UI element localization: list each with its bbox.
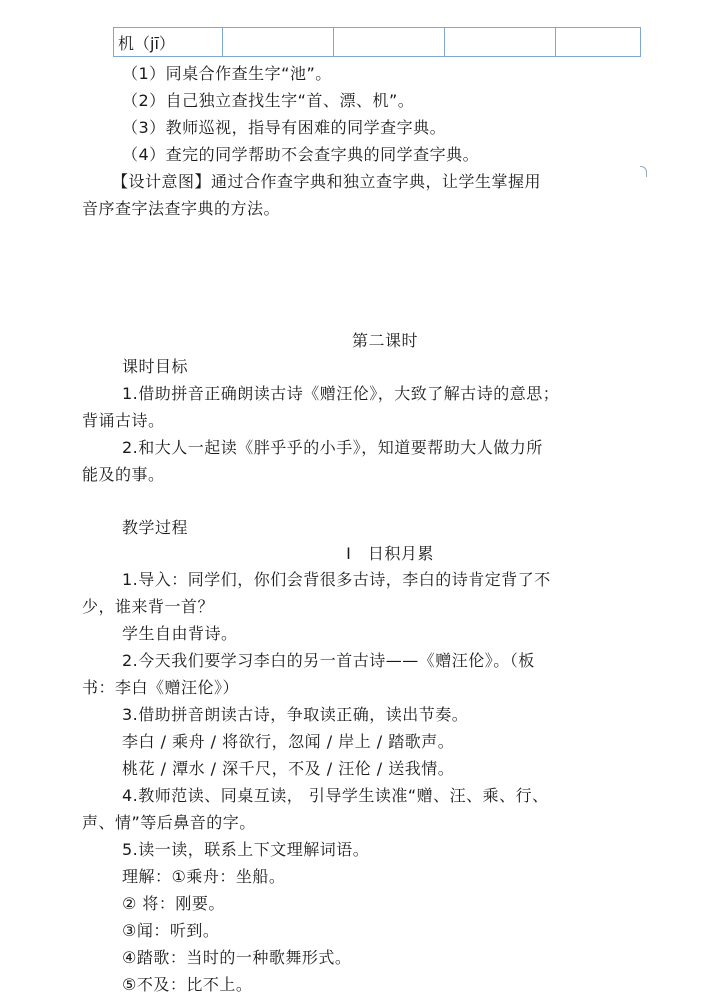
vocab-line: ⑤不及：比不上。 bbox=[122, 975, 253, 994]
vocab-line: ④踏歌：当时的一种歌舞形式。 bbox=[122, 948, 352, 967]
objectives-heading: 课时目标 bbox=[122, 357, 189, 376]
process-line: 少，谁来背一首？ bbox=[82, 597, 215, 616]
paragraph-mark-icon bbox=[640, 166, 647, 177]
vocab-line: 理解：①乘舟：坐船。 bbox=[122, 867, 286, 886]
process-heading: 教学过程 bbox=[122, 518, 189, 537]
step-item: （2）自己独立查找生字“首、漂、机”。 bbox=[122, 91, 415, 110]
process-line: 书：李白《赠汪伦》） bbox=[82, 678, 240, 697]
objective-line: 2.和大人一起读《胖乎乎的小手》，知道要帮助大人做力所 bbox=[122, 438, 543, 457]
design-intent-line: 【设计意图】通过合作查字典和独立查字典，让学生掌握用 bbox=[112, 172, 542, 191]
section-title: Ⅰ 日积月累 bbox=[346, 544, 434, 563]
objective-line: 1.借助拼音正确朗读古诗《赠汪伦》，大致了解古诗的意思； bbox=[122, 384, 560, 403]
process-line: 声、情”等后鼻音的字。 bbox=[82, 813, 256, 832]
objective-line: 背诵古诗。 bbox=[82, 411, 165, 430]
poem-line: 桃花 / 潭水 / 深千尺，不及 / 汪伦 / 送我情。 bbox=[122, 759, 455, 778]
table-cell: 机（jī） bbox=[114, 28, 223, 57]
process-line: 4.教师范读、同桌互读， 引导学生读准“赠、汪、乘、行、 bbox=[122, 786, 549, 805]
step-item: （4）查完的同学帮助不会查字典的同学查字典。 bbox=[122, 145, 480, 164]
process-line: 3.借助拼音朗读古诗，争取读正确，读出节奏。 bbox=[122, 705, 469, 724]
process-line: 学生自由背诗。 bbox=[122, 624, 238, 643]
lesson-title: 第二课时 bbox=[351, 331, 418, 350]
process-line: 1.导入：同学们，你们会背很多古诗，李白的诗肯定背了不 bbox=[122, 570, 551, 589]
process-line: 5.读一读，联系上下文理解词语。 bbox=[122, 840, 370, 859]
step-item: （1）同桌合作查生字“池”。 bbox=[122, 64, 332, 83]
step-item: （3）教师巡视，指导有困难的同学查字典。 bbox=[122, 118, 447, 137]
process-line: 2.今天我们要学习李白的另一首古诗——《赠汪伦》。（板 bbox=[122, 651, 535, 670]
table-cell bbox=[556, 28, 641, 57]
vocab-line: ② 将：刚要。 bbox=[122, 894, 225, 913]
table-cell bbox=[334, 28, 445, 57]
design-intent-line: 音序查字法查字典的方法。 bbox=[82, 199, 281, 218]
objective-line: 能及的事。 bbox=[82, 465, 165, 484]
vocab-line: ③闻：听到。 bbox=[122, 921, 220, 940]
poem-line: 李白 / 乘舟 / 将欲行，忽闻 / 岸上 / 踏歌声。 bbox=[122, 732, 455, 751]
pinyin-table bbox=[113, 27, 641, 57]
table-cell bbox=[223, 28, 334, 57]
table-cell bbox=[445, 28, 556, 57]
table-row bbox=[114, 28, 641, 57]
